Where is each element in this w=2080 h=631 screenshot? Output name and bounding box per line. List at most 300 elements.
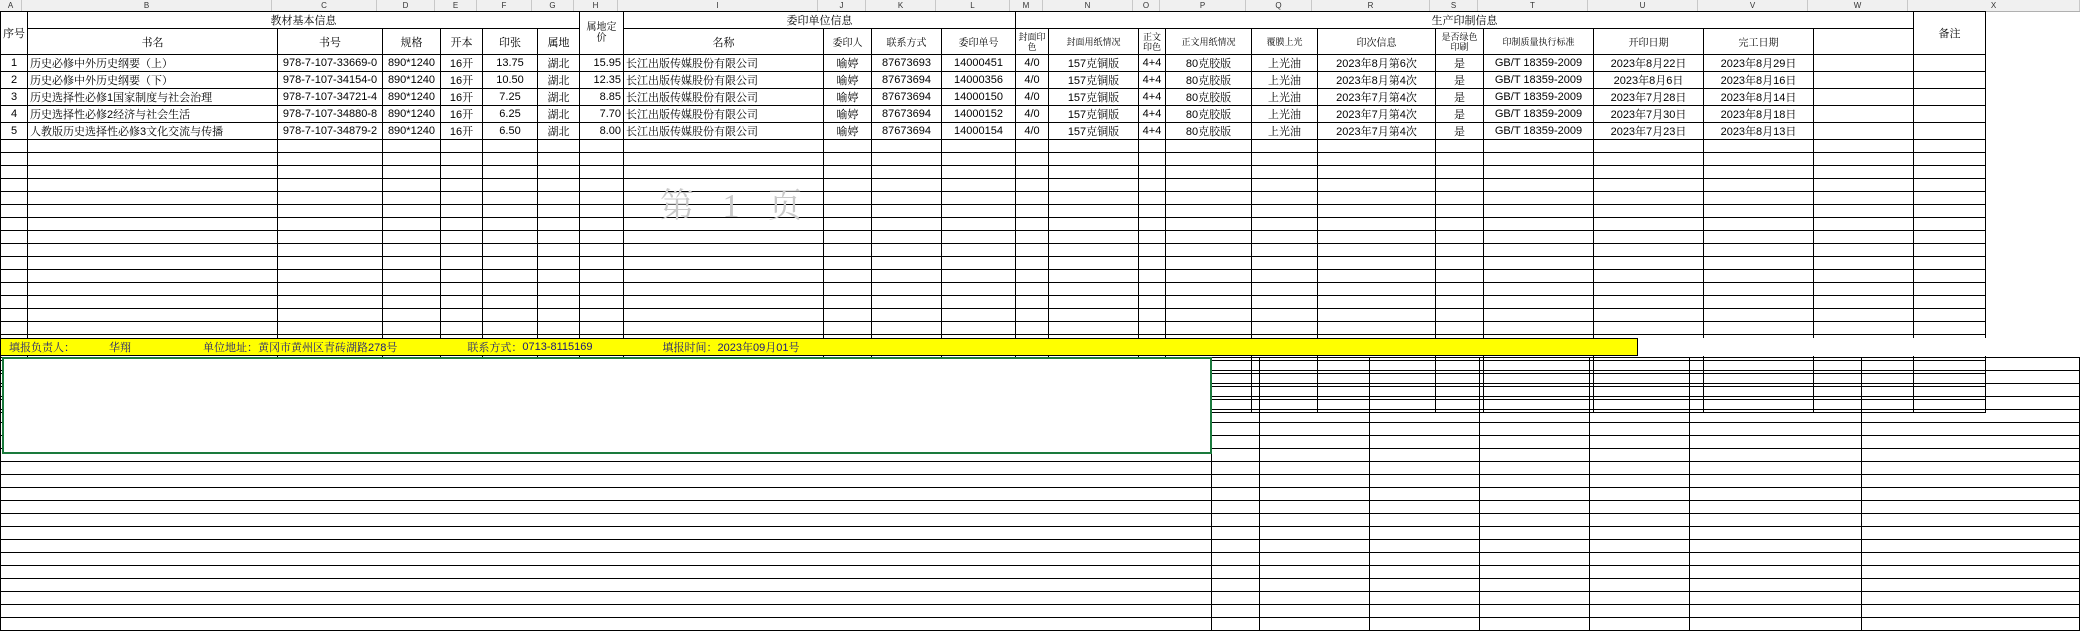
tail-cell[interactable] (1480, 501, 1590, 514)
empty-cell[interactable] (942, 205, 1016, 218)
column-header-R[interactable]: R (1312, 0, 1430, 11)
cell-cover-color[interactable]: 4/0 (1016, 89, 1049, 106)
empty-cell[interactable] (1594, 231, 1704, 244)
column-header-W[interactable]: W (1808, 0, 1908, 11)
empty-cell[interactable] (624, 322, 824, 335)
empty-cell[interactable] (1049, 205, 1139, 218)
tail-cell[interactable] (1370, 423, 1480, 436)
empty-cell[interactable] (1166, 166, 1252, 179)
empty-cell[interactable] (1484, 231, 1594, 244)
cell-text-color[interactable]: 4+4 (1139, 55, 1166, 72)
tail-cell[interactable] (1862, 449, 2080, 462)
tail-cell[interactable] (1370, 410, 1480, 423)
empty-cell[interactable] (872, 244, 942, 257)
cell-cover-color[interactable]: 4/0 (1016, 123, 1049, 140)
empty-cell[interactable] (1484, 296, 1594, 309)
empty-cell[interactable] (1484, 309, 1594, 322)
cell-start-date[interactable]: 2023年7月28日 (1594, 89, 1704, 106)
cell-seq[interactable]: 4 (1, 106, 28, 123)
empty-cell[interactable] (1814, 179, 1914, 192)
cell-contact[interactable]: 87673693 (872, 55, 942, 72)
empty-cell[interactable] (1914, 296, 1986, 309)
cell-contact[interactable]: 87673694 (872, 72, 942, 89)
empty-cell[interactable] (580, 218, 624, 231)
empty-cell[interactable] (1252, 205, 1318, 218)
empty-cell[interactable] (1914, 192, 1986, 205)
empty-cell[interactable] (1484, 179, 1594, 192)
column-header-T[interactable]: T (1478, 0, 1588, 11)
cell-spec[interactable]: 890*1240 (383, 89, 441, 106)
empty-cell[interactable] (28, 309, 278, 322)
cell-cover-color[interactable]: 4/0 (1016, 72, 1049, 89)
tail-cell[interactable] (1212, 579, 1260, 592)
cell-entrust-person[interactable]: 喻婷 (824, 123, 872, 140)
tail-cell[interactable] (1260, 527, 1370, 540)
cell-quality-standard[interactable]: GB/T 18359-2009 (1484, 106, 1594, 123)
empty-cell[interactable] (483, 179, 538, 192)
empty-cell[interactable] (1594, 257, 1704, 270)
empty-cell[interactable] (624, 244, 824, 257)
empty-cell[interactable] (538, 270, 580, 283)
tail-cell[interactable] (1690, 592, 1862, 605)
cell-sheets[interactable]: 13.75 (483, 55, 538, 72)
empty-cell[interactable] (1436, 140, 1484, 153)
cell-book-number[interactable]: 978-7-107-34721-4 (278, 89, 383, 106)
empty-cell[interactable] (1484, 257, 1594, 270)
tail-cell[interactable] (1690, 371, 1862, 384)
header-locale-price[interactable]: 属地定价 (580, 12, 624, 55)
tail-cell[interactable] (1260, 423, 1370, 436)
empty-cell[interactable] (441, 270, 483, 283)
empty-cell[interactable] (1814, 192, 1914, 205)
header-contact[interactable]: 联系方式 (872, 29, 942, 55)
empty-cell[interactable] (1704, 179, 1814, 192)
empty-cell[interactable] (1436, 192, 1484, 205)
empty-cell[interactable] (538, 140, 580, 153)
empty-cell[interactable] (1814, 244, 1914, 257)
empty-cell[interactable] (483, 192, 538, 205)
tail-cell[interactable] (1590, 592, 1690, 605)
empty-cell[interactable] (1814, 153, 1914, 166)
header-cover-color[interactable]: 封面印色 (1016, 29, 1049, 55)
empty-cell[interactable] (538, 309, 580, 322)
empty-cell[interactable] (1, 296, 28, 309)
empty-cell[interactable] (1016, 179, 1049, 192)
cell-text-color[interactable]: 4+4 (1139, 123, 1166, 140)
empty-cell[interactable] (1252, 179, 1318, 192)
tail-cell[interactable] (1862, 423, 2080, 436)
tail-row[interactable] (1, 605, 2080, 618)
empty-cell[interactable] (1, 153, 28, 166)
empty-cell[interactable] (483, 296, 538, 309)
tail-cell[interactable] (1370, 579, 1480, 592)
empty-cell[interactable] (483, 322, 538, 335)
tail-cell[interactable] (1590, 605, 1690, 618)
cell-start-date[interactable]: 2023年7月30日 (1594, 106, 1704, 123)
empty-cell[interactable] (441, 166, 483, 179)
empty-cell[interactable] (580, 153, 624, 166)
empty-cell[interactable] (1318, 309, 1436, 322)
empty-cell[interactable] (278, 140, 383, 153)
header-text-color[interactable]: 正文印色 (1139, 29, 1166, 55)
empty-cell[interactable] (538, 218, 580, 231)
empty-cell[interactable] (483, 309, 538, 322)
empty-cell[interactable] (942, 257, 1016, 270)
tail-cell[interactable] (1370, 488, 1480, 501)
empty-cell[interactable] (1484, 205, 1594, 218)
tail-cell[interactable] (1212, 566, 1260, 579)
empty-cell[interactable] (1594, 283, 1704, 296)
empty-cell[interactable] (538, 231, 580, 244)
header-seq[interactable]: 序号 (1, 12, 28, 55)
empty-row[interactable] (1, 205, 1986, 218)
empty-cell[interactable] (1, 218, 28, 231)
empty-cell[interactable] (872, 153, 942, 166)
empty-cell[interactable] (278, 244, 383, 257)
tail-cell[interactable] (1212, 592, 1260, 605)
empty-cell[interactable] (1, 166, 28, 179)
empty-cell[interactable] (1318, 322, 1436, 335)
cell-locale-price[interactable]: 8.85 (580, 89, 624, 106)
column-header-I[interactable]: I (618, 0, 818, 11)
cell-remark[interactable] (1814, 89, 1914, 106)
empty-cell[interactable] (1166, 179, 1252, 192)
tail-cell[interactable] (1862, 527, 2080, 540)
selection-rectangle[interactable] (2, 357, 1212, 454)
column-header-U[interactable]: U (1588, 0, 1698, 11)
tail-cell[interactable] (1590, 501, 1690, 514)
tail-row[interactable] (1, 540, 2080, 553)
empty-cell[interactable] (1914, 270, 1986, 283)
empty-cell[interactable] (383, 322, 441, 335)
tail-row[interactable] (1, 501, 2080, 514)
tail-cell[interactable] (1370, 397, 1480, 410)
empty-cell[interactable] (1139, 205, 1166, 218)
empty-cell[interactable] (1484, 140, 1594, 153)
tail-cell[interactable] (1370, 475, 1480, 488)
cell-locale[interactable]: 湖北 (538, 72, 580, 89)
cell-format[interactable]: 16开 (441, 123, 483, 140)
tail-cell[interactable] (1690, 462, 1862, 475)
empty-cell[interactable] (580, 257, 624, 270)
cell-spec[interactable]: 890*1240 (383, 106, 441, 123)
empty-cell[interactable] (1704, 296, 1814, 309)
empty-cell[interactable] (1, 309, 28, 322)
empty-cell[interactable] (383, 231, 441, 244)
tail-row[interactable] (1, 462, 2080, 475)
tail-cell[interactable] (1480, 397, 1590, 410)
tail-cell[interactable] (1480, 475, 1590, 488)
empty-cell[interactable] (1594, 166, 1704, 179)
tail-row[interactable] (1, 475, 2080, 488)
empty-cell[interactable] (1166, 140, 1252, 153)
tail-cell[interactable] (1370, 462, 1480, 475)
cell-print-batch[interactable]: 2023年7月第4次 (1318, 89, 1436, 106)
tail-cell[interactable] (1590, 410, 1690, 423)
empty-cell[interactable] (1049, 192, 1139, 205)
empty-cell[interactable] (624, 283, 824, 296)
empty-cell[interactable] (1139, 270, 1166, 283)
empty-cell[interactable] (483, 205, 538, 218)
empty-cell[interactable] (580, 192, 624, 205)
empty-cell[interactable] (383, 296, 441, 309)
header-locale[interactable]: 属地 (538, 29, 580, 55)
tail-cell[interactable] (1590, 397, 1690, 410)
tail-cell[interactable] (1690, 475, 1862, 488)
tail-row[interactable] (1, 618, 2080, 631)
tail-cell[interactable] (1, 514, 1212, 527)
empty-cell[interactable] (942, 166, 1016, 179)
empty-cell[interactable] (483, 257, 538, 270)
empty-cell[interactable] (1436, 205, 1484, 218)
empty-cell[interactable] (28, 166, 278, 179)
empty-cell[interactable] (1594, 192, 1704, 205)
empty-cell[interactable] (1914, 140, 1986, 153)
empty-cell[interactable] (538, 205, 580, 218)
empty-cell[interactable] (483, 140, 538, 153)
cell-extra[interactable] (1914, 106, 1986, 123)
empty-cell[interactable] (580, 296, 624, 309)
empty-cell[interactable] (872, 179, 942, 192)
cell-book-number[interactable]: 978-7-107-34879-2 (278, 123, 383, 140)
empty-cell[interactable] (1484, 218, 1594, 231)
tail-cell[interactable] (1590, 488, 1690, 501)
empty-cell[interactable] (1914, 244, 1986, 257)
empty-cell[interactable] (1704, 283, 1814, 296)
column-header-O[interactable]: O (1133, 0, 1160, 11)
empty-cell[interactable] (383, 192, 441, 205)
tail-cell[interactable] (1690, 397, 1862, 410)
empty-cell[interactable] (1139, 257, 1166, 270)
header-remark[interactable]: 备注 (1914, 12, 1986, 55)
empty-cell[interactable] (278, 166, 383, 179)
empty-cell[interactable] (1, 205, 28, 218)
empty-cell[interactable] (441, 140, 483, 153)
tail-cell[interactable] (1260, 462, 1370, 475)
empty-cell[interactable] (1016, 192, 1049, 205)
tail-cell[interactable] (1212, 397, 1260, 410)
empty-cell[interactable] (1139, 166, 1166, 179)
empty-row[interactable] (1, 140, 1986, 153)
empty-cell[interactable] (1914, 257, 1986, 270)
column-header-M[interactable]: M (1010, 0, 1043, 11)
cell-format[interactable]: 16开 (441, 72, 483, 89)
header-quality-standard[interactable]: 印制质量执行标准 (1484, 29, 1594, 55)
empty-cell[interactable] (441, 257, 483, 270)
empty-cell[interactable] (624, 179, 824, 192)
empty-cell[interactable] (1318, 140, 1436, 153)
cell-green-print[interactable]: 是 (1436, 55, 1484, 72)
header-lamination[interactable]: 覆膜上光 (1252, 29, 1318, 55)
tail-cell[interactable] (1480, 540, 1590, 553)
empty-cell[interactable] (872, 296, 942, 309)
empty-cell[interactable] (1139, 309, 1166, 322)
tail-cell[interactable] (1370, 553, 1480, 566)
tail-cell[interactable] (1862, 462, 2080, 475)
empty-cell[interactable] (278, 283, 383, 296)
empty-row[interactable] (1, 309, 1986, 322)
empty-cell[interactable] (1252, 218, 1318, 231)
empty-cell[interactable] (278, 218, 383, 231)
empty-cell[interactable] (278, 270, 383, 283)
empty-cell[interactable] (1049, 257, 1139, 270)
cell-book-number[interactable]: 978-7-107-33669-0 (278, 55, 383, 72)
empty-cell[interactable] (1252, 153, 1318, 166)
empty-cell[interactable] (942, 153, 1016, 166)
tail-cell[interactable] (1212, 488, 1260, 501)
empty-cell[interactable] (28, 231, 278, 244)
cell-seq[interactable]: 1 (1, 55, 28, 72)
cell-entrust-name[interactable]: 长江出版传媒股份有限公司 (624, 55, 824, 72)
empty-cell[interactable] (1704, 231, 1814, 244)
tail-cell[interactable] (1260, 501, 1370, 514)
tail-cell[interactable] (1212, 449, 1260, 462)
empty-cell[interactable] (1436, 270, 1484, 283)
empty-cell[interactable] (28, 270, 278, 283)
cell-lamination[interactable]: 上光油 (1252, 106, 1318, 123)
cell-finish-date[interactable]: 2023年8月14日 (1704, 89, 1814, 106)
tail-cell[interactable] (1590, 371, 1690, 384)
empty-cell[interactable] (580, 231, 624, 244)
header-finish-date[interactable]: 完工日期 (1704, 29, 1814, 55)
empty-cell[interactable] (1, 283, 28, 296)
tail-cell[interactable] (1212, 371, 1260, 384)
column-header-Q[interactable]: Q (1246, 0, 1312, 11)
tail-cell[interactable] (1212, 540, 1260, 553)
empty-cell[interactable] (1814, 309, 1914, 322)
tail-cell[interactable] (1862, 384, 2080, 397)
footer-info-band[interactable] (0, 338, 1638, 356)
tail-cell[interactable] (1690, 553, 1862, 566)
empty-cell[interactable] (278, 309, 383, 322)
empty-cell[interactable] (942, 192, 1016, 205)
tail-cell[interactable] (1690, 410, 1862, 423)
empty-cell[interactable] (1484, 283, 1594, 296)
tail-cell[interactable] (1862, 488, 2080, 501)
empty-cell[interactable] (28, 140, 278, 153)
empty-cell[interactable] (580, 205, 624, 218)
empty-cell[interactable] (1016, 231, 1049, 244)
empty-cell[interactable] (483, 244, 538, 257)
tail-cell[interactable] (1, 488, 1212, 501)
empty-cell[interactable] (28, 205, 278, 218)
tail-cell[interactable] (1370, 566, 1480, 579)
empty-cell[interactable] (1252, 166, 1318, 179)
cell-cover-paper[interactable]: 157克铜版 (1049, 55, 1139, 72)
empty-cell[interactable] (624, 257, 824, 270)
empty-cell[interactable] (942, 179, 1016, 192)
empty-cell[interactable] (1436, 153, 1484, 166)
header-format[interactable]: 开本 (441, 29, 483, 55)
empty-cell[interactable] (1814, 270, 1914, 283)
empty-cell[interactable] (1139, 218, 1166, 231)
empty-cell[interactable] (1166, 244, 1252, 257)
empty-cell[interactable] (624, 140, 824, 153)
empty-cell[interactable] (1166, 283, 1252, 296)
tail-cell[interactable] (1260, 397, 1370, 410)
empty-cell[interactable] (28, 322, 278, 335)
cell-text-color[interactable]: 4+4 (1139, 72, 1166, 89)
empty-cell[interactable] (1814, 166, 1914, 179)
tail-cell[interactable] (1690, 579, 1862, 592)
empty-row[interactable] (1, 296, 1986, 309)
empty-cell[interactable] (624, 231, 824, 244)
empty-cell[interactable] (483, 283, 538, 296)
cell-book-name[interactable]: 历史选择性必修1国家制度与社会治理 (28, 89, 278, 106)
tail-cell[interactable] (1, 579, 1212, 592)
cell-text-color[interactable]: 4+4 (1139, 89, 1166, 106)
empty-cell[interactable] (1704, 309, 1814, 322)
tail-cell[interactable] (1862, 618, 2080, 631)
empty-cell[interactable] (1436, 296, 1484, 309)
cell-locale[interactable]: 湖北 (538, 106, 580, 123)
empty-cell[interactable] (28, 179, 278, 192)
empty-cell[interactable] (1704, 218, 1814, 231)
empty-cell[interactable] (1594, 140, 1704, 153)
empty-cell[interactable] (383, 166, 441, 179)
empty-cell[interactable] (1814, 218, 1914, 231)
cell-finish-date[interactable]: 2023年8月16日 (1704, 72, 1814, 89)
tail-cell[interactable] (1480, 618, 1590, 631)
tail-cell[interactable] (1590, 579, 1690, 592)
cell-lamination[interactable]: 上光油 (1252, 55, 1318, 72)
cell-locale[interactable]: 湖北 (538, 123, 580, 140)
tail-cell[interactable] (1260, 514, 1370, 527)
empty-cell[interactable] (1166, 309, 1252, 322)
empty-cell[interactable] (1318, 270, 1436, 283)
cell-order-no[interactable]: 14000356 (942, 72, 1016, 89)
empty-cell[interactable] (1166, 231, 1252, 244)
empty-cell[interactable] (580, 140, 624, 153)
tail-cell[interactable] (1690, 540, 1862, 553)
empty-cell[interactable] (1914, 166, 1986, 179)
empty-cell[interactable] (1318, 192, 1436, 205)
tail-cell[interactable] (1260, 384, 1370, 397)
empty-cell[interactable] (1484, 153, 1594, 166)
tail-row[interactable] (1, 579, 2080, 592)
empty-cell[interactable] (1139, 283, 1166, 296)
empty-cell[interactable] (1049, 322, 1139, 335)
empty-cell[interactable] (872, 166, 942, 179)
tail-cell[interactable] (1480, 423, 1590, 436)
empty-cell[interactable] (1, 140, 28, 153)
header-green-print[interactable]: 是否绿色印刷 (1436, 29, 1484, 55)
tail-cell[interactable] (1590, 527, 1690, 540)
tail-cell[interactable] (1212, 384, 1260, 397)
empty-cell[interactable] (28, 218, 278, 231)
tail-cell[interactable] (1370, 501, 1480, 514)
cell-text-paper[interactable]: 80克胶版 (1166, 72, 1252, 89)
cell-lamination[interactable]: 上光油 (1252, 72, 1318, 89)
tail-cell[interactable] (1212, 514, 1260, 527)
cell-entrust-name[interactable]: 长江出版传媒股份有限公司 (624, 106, 824, 123)
tail-cell[interactable] (1, 527, 1212, 540)
empty-cell[interactable] (1318, 257, 1436, 270)
empty-cell[interactable] (28, 283, 278, 296)
tail-cell[interactable] (1370, 527, 1480, 540)
header-entrust-person[interactable]: 委印人 (824, 29, 872, 55)
empty-cell[interactable] (1318, 179, 1436, 192)
column-header-V[interactable]: V (1698, 0, 1808, 11)
empty-cell[interactable] (872, 270, 942, 283)
empty-cell[interactable] (1914, 283, 1986, 296)
cell-contact[interactable]: 87673694 (872, 89, 942, 106)
cell-format[interactable]: 16开 (441, 106, 483, 123)
tail-cell[interactable] (1690, 618, 1862, 631)
cell-remark[interactable] (1814, 72, 1914, 89)
empty-cell[interactable] (1049, 283, 1139, 296)
tail-cell[interactable] (1260, 592, 1370, 605)
